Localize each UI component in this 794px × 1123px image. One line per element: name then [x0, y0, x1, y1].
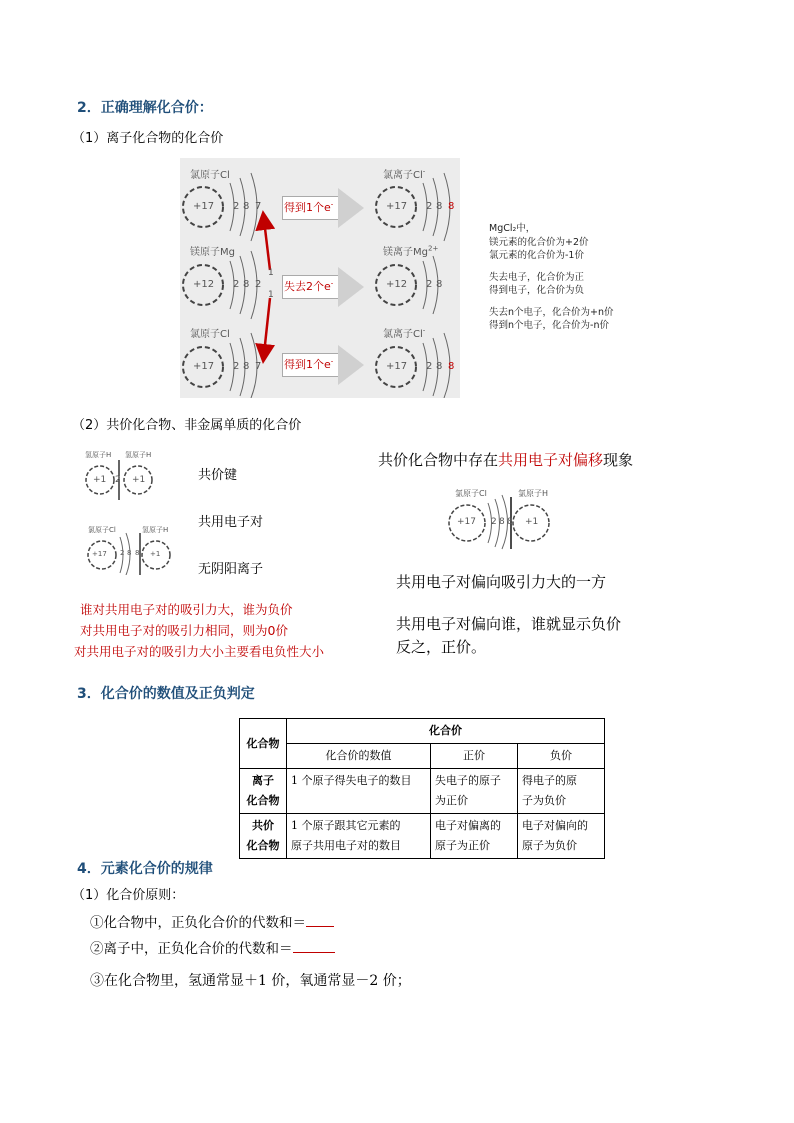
- term-no-ions: 无阴阳离子: [198, 562, 264, 577]
- h-atom-label-cov: 氢原子H: [142, 526, 169, 534]
- transfer-arrow-up: [264, 220, 270, 270]
- hh-shared-count: 2: [115, 475, 121, 485]
- cl-ion-bottom-shell-1: 2: [426, 361, 433, 372]
- red-note-line: 对共用电子对的吸引力大小主要看电负性大小: [74, 644, 325, 659]
- cl-ion-shell-2: 8: [436, 201, 443, 212]
- cl-atom-label-bottom: 氯原子Cl: [190, 329, 230, 340]
- cl-ion-nucleus-top: +17: [386, 201, 408, 212]
- mg-ion-shell-2: 8: [436, 279, 443, 290]
- h-atom-label-2: 氢原子H: [125, 451, 152, 459]
- covalent-headline: [378, 449, 633, 470]
- cl-atom-bottom-shell-2: 8: [243, 361, 250, 372]
- cl-atom-shell-1: 2: [233, 201, 240, 212]
- lose-electron-label: 失去2个e: [284, 280, 331, 293]
- col-header-positive: 正价: [431, 744, 518, 769]
- rule-1: [90, 911, 334, 931]
- cl-nucleus-cov: +17: [92, 550, 107, 558]
- cell-value: 1 个原子得失电子的数目: [287, 769, 431, 814]
- cl-ion-bottom-shell-2: 8: [436, 361, 443, 372]
- cl-ion-label-top: 氯离子Cl: [383, 170, 423, 181]
- h-atom-label-1: 氢原子H: [85, 451, 112, 459]
- covalent-headline-red: 共用电子对偏移: [498, 451, 604, 469]
- cl-ion-bottom-shell-3: 8: [448, 361, 455, 372]
- gain-electron-sup-top: -: [330, 200, 334, 209]
- cell-positive: [431, 769, 518, 814]
- rule-1-blank[interactable]: [306, 912, 334, 927]
- cl-atom-bottom-shell-3: 7: [255, 361, 262, 372]
- cell-line: 电子对偏离的: [435, 819, 501, 832]
- cell-line: 原子为负价: [522, 839, 577, 852]
- cell-line: 子为负价: [522, 794, 566, 807]
- ionic-diagram-panel: [180, 158, 460, 398]
- cell-line: 原子为正价: [435, 839, 490, 852]
- cell-line: 为正价: [435, 794, 468, 807]
- transfer-arrow-down: [264, 298, 270, 354]
- table-row: [240, 769, 605, 814]
- col-header-negative: 负价: [518, 744, 605, 769]
- section-3-title: 3．化合价的数值及正负判定: [77, 686, 255, 702]
- covalent-left-diagrams: [80, 445, 190, 575]
- h-nucleus-2: +1: [132, 475, 146, 485]
- cl-ion-label-bottom: 氯离子Cl: [383, 329, 423, 340]
- hcl-shift-diagram: [445, 485, 565, 550]
- ionic-note-line: 镁元素的化合价为+2价: [489, 236, 589, 248]
- cl-ion-charge-bottom: -: [422, 326, 426, 335]
- subsection-ionic-title: （1）离子化合物的化合价: [72, 131, 224, 146]
- rule-2-text: ②离子中，正负化合价的代数和＝: [90, 941, 293, 957]
- covalent-headline-suffix: 现象: [603, 451, 634, 469]
- row-label: [240, 769, 287, 814]
- cell-line: 电子对偏向的: [522, 819, 588, 832]
- cell-negative: [518, 769, 605, 814]
- valence-table-wrap: [239, 718, 605, 859]
- mg-ion-shell-1: 2: [426, 279, 433, 290]
- term-shared-pair: 共用电子对: [198, 515, 264, 530]
- cl-atom-bottom-shell-1: 2: [233, 361, 240, 372]
- table-row: [240, 814, 605, 859]
- hcl-cl-nucleus: +17: [457, 517, 476, 527]
- hcl-shell-3: 8: [135, 549, 140, 557]
- cl-ion-shell-3: 8: [448, 201, 455, 212]
- hcl-right-shell-1: 2: [491, 517, 497, 527]
- hcl-h-label: 氯原子H: [518, 489, 549, 498]
- mg-atom-shell-2: 8: [243, 279, 250, 290]
- ionic-notes: [489, 222, 614, 333]
- cl-atom-label-cov: 氯原子Cl: [88, 526, 116, 534]
- cl-ion-charge-top: -: [422, 167, 426, 176]
- mg-nucleus: +12: [193, 279, 215, 290]
- covalent-red-notes: [74, 599, 325, 662]
- cell-value: [287, 814, 431, 859]
- row-label: [240, 814, 287, 859]
- cl-ion-shell-1: 2: [426, 201, 433, 212]
- ionic-note-line: 失去n个电子，化合价为+n价: [489, 306, 614, 318]
- cl-atom-label-top: 氯原子Cl: [190, 170, 230, 181]
- h-nucleus-1: +1: [93, 475, 107, 485]
- hcl-shell-2: 8: [127, 549, 132, 557]
- table-corner: 化合物: [240, 719, 287, 769]
- rule-2-blank[interactable]: [293, 938, 335, 953]
- mg-atom-label: 镁原子Mg: [190, 247, 235, 258]
- valence-table: [239, 718, 605, 859]
- subsection-principle-title: （1）化合价原则：: [72, 888, 185, 903]
- mg-ion-nucleus: +12: [386, 279, 408, 290]
- mg-atom-shell-1: 2: [233, 279, 240, 290]
- lose-electron-sup: -: [330, 279, 334, 288]
- mg-lost-mark-1: 1: [268, 268, 274, 278]
- hcl-cl-label: 氯原子Cl: [455, 489, 487, 498]
- mg-lost-mark-2: 1: [268, 290, 274, 300]
- subsection-covalent-title: （2）共价化合物、非金属单质的化合价: [72, 418, 302, 433]
- row-label-line: 化合物: [246, 794, 280, 807]
- hcl-h-nucleus: +1: [525, 517, 539, 527]
- ionic-note-line: MgCl₂中，: [489, 223, 536, 234]
- term-covalent-bond: 共价键: [198, 468, 238, 483]
- section-2-title: 2．正确理解化合价：: [77, 100, 213, 116]
- ionic-note-line: 得到电子，化合价为负: [489, 285, 585, 296]
- covalent-headline-prefix: 共价化合物中存在: [378, 451, 499, 469]
- ionic-note-line: 氯元素的化合价为-1价: [489, 250, 584, 261]
- covalent-line-3: 反之，正价。: [396, 638, 487, 656]
- row-label-line: 离子: [252, 774, 274, 787]
- red-note-line: 谁对共用电子对的吸引力大，谁为负价: [80, 602, 293, 617]
- hcl-shell-1: 2: [120, 549, 125, 557]
- rule-2: [90, 937, 335, 957]
- section-4-title: 4．元素化合价的规律: [77, 861, 213, 877]
- row-label-line: 化合物: [246, 839, 280, 852]
- cl-ion-nucleus-bottom: +17: [386, 361, 408, 372]
- cl-atom-shell-2: 8: [243, 201, 250, 212]
- ionic-note-line: 失去电子，化合价为正: [489, 271, 585, 283]
- cell-line: 原子共用电子对的数目: [291, 839, 401, 852]
- hcl-right-shell-2: 8: [499, 517, 505, 527]
- table-group-header: 化合价: [287, 719, 605, 744]
- mg-ion-label: 镁离子Mg: [383, 247, 428, 258]
- gain-electron-label-top: 得到1个e: [284, 201, 331, 214]
- cl-nucleus-bottom: +17: [193, 361, 215, 372]
- cell-line: 1 个原子跟其它元素的: [291, 819, 401, 832]
- cl-nucleus-top: +17: [193, 201, 215, 212]
- cell-line: 失电子的原子: [435, 774, 501, 787]
- mg-atom-shell-3: 2: [255, 279, 262, 290]
- rule-1-text: ①化合物中，正负化合价的代数和＝: [90, 915, 306, 931]
- red-note-line: 对共用电子对的吸引力相同，则为0价: [80, 623, 288, 638]
- mg-ion-charge: 2+: [427, 244, 439, 253]
- cl-atom-shell-3: 7: [255, 201, 262, 212]
- col-header-value: 化合价的数值: [287, 744, 431, 769]
- h-nucleus-cov: +1: [150, 550, 161, 558]
- cell-negative: [518, 814, 605, 859]
- gain-electron-label-bottom: 得到1个e: [284, 358, 331, 371]
- hcl-right-shell-3: 8: [507, 517, 513, 527]
- row-label-line: 共价: [252, 819, 274, 832]
- cell-line: 得电子的原: [522, 774, 577, 787]
- rule-3: ③在化合物里，氢通常显＋1 价，氧通常显－2 价；: [90, 973, 411, 989]
- gain-electron-sup-bottom: -: [330, 357, 334, 366]
- ionic-note-line: 得到n个电子，化合价为-n价: [489, 320, 609, 331]
- covalent-line-1: 共用电子对偏向吸引力大的一方: [396, 573, 607, 591]
- cell-positive: [431, 814, 518, 859]
- covalent-line-2: 共用电子对偏向谁，谁就显示负价: [396, 615, 622, 633]
